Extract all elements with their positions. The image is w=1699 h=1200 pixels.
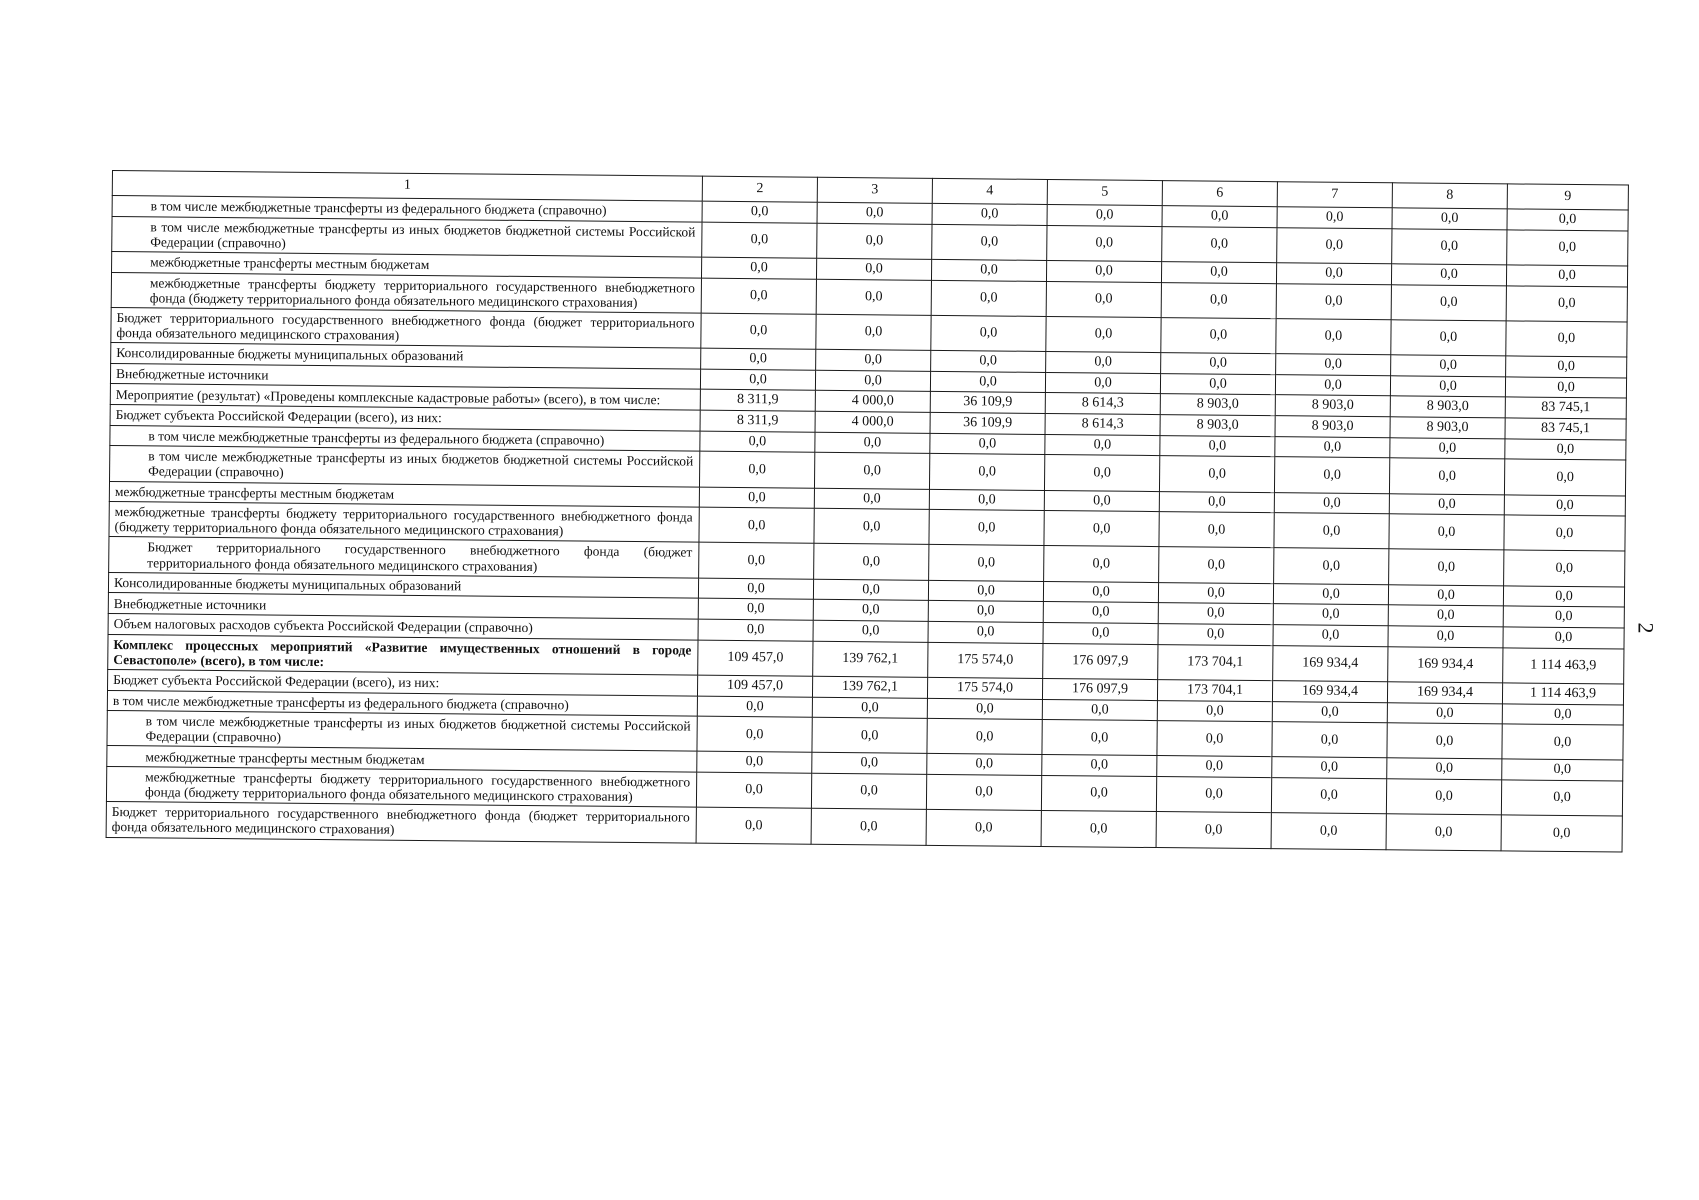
value-cell: 0,0 bbox=[928, 601, 1043, 623]
value-cell: 0,0 bbox=[1504, 459, 1625, 495]
value-cell: 0,0 bbox=[815, 370, 930, 392]
value-cell: 0,0 bbox=[1390, 437, 1505, 459]
value-cell: 0,0 bbox=[1389, 493, 1504, 515]
row-label: Бюджет территориального государственного внебюджетного фонда (бюджет территориального фонда обязательного медицинского страхования) bbox=[109, 537, 699, 578]
value-cell: 0,0 bbox=[929, 545, 1044, 581]
value-cell: 0,0 bbox=[813, 620, 928, 642]
value-cell: 0,0 bbox=[1388, 584, 1503, 606]
value-cell: 0,0 bbox=[1045, 372, 1160, 394]
value-cell: 0,0 bbox=[814, 488, 929, 510]
value-cell: 0,0 bbox=[1275, 374, 1390, 396]
value-cell: 0,0 bbox=[929, 489, 1044, 511]
value-cell: 0,0 bbox=[1507, 230, 1628, 266]
value-cell: 0,0 bbox=[811, 809, 926, 845]
value-cell: 0,0 bbox=[1160, 373, 1275, 395]
value-cell: 0,0 bbox=[927, 754, 1042, 776]
value-cell: 0,0 bbox=[1504, 515, 1625, 551]
value-cell: 0,0 bbox=[1276, 283, 1391, 319]
value-cell: 8 903,0 bbox=[1390, 396, 1505, 418]
value-cell: 176 097,9 bbox=[1043, 643, 1158, 679]
value-cell: 139 762,1 bbox=[812, 676, 927, 698]
value-cell: 0,0 bbox=[696, 808, 811, 844]
value-cell: 8 903,0 bbox=[1275, 416, 1390, 438]
value-cell: 0,0 bbox=[697, 716, 812, 752]
row-label: Объем налоговых расходов субъекта Российской Федерации (справочно) bbox=[108, 614, 698, 640]
value-cell: 139 762,1 bbox=[813, 641, 928, 677]
value-cell: 0,0 bbox=[1158, 624, 1273, 646]
value-cell: 0,0 bbox=[1277, 227, 1392, 263]
value-cell: 0,0 bbox=[1273, 583, 1388, 605]
value-cell: 0,0 bbox=[1503, 586, 1624, 608]
value-cell: 0,0 bbox=[1503, 627, 1624, 649]
row-label: Мероприятие (результат) «Проведены комплексные кадастровые работы» (всего), в том числе: bbox=[110, 384, 700, 410]
value-cell: 0,0 bbox=[812, 718, 927, 754]
value-cell: 0,0 bbox=[1390, 375, 1505, 397]
value-cell: 0,0 bbox=[1158, 582, 1273, 604]
value-cell: 173 704,1 bbox=[1157, 679, 1272, 701]
value-cell: 0,0 bbox=[1157, 700, 1272, 722]
value-cell: 0,0 bbox=[931, 350, 1046, 372]
row-label: межбюджетные трансферты местным бюджетам bbox=[112, 251, 702, 277]
value-cell: 0,0 bbox=[1159, 512, 1274, 548]
value-cell: 175 574,0 bbox=[928, 642, 1043, 678]
value-cell: 0,0 bbox=[1276, 263, 1391, 285]
value-cell: 1 114 463,9 bbox=[1502, 683, 1623, 705]
value-cell: 0,0 bbox=[1041, 776, 1156, 812]
value-cell: 0,0 bbox=[702, 222, 817, 258]
row-label: межбюджетные трансферты местным бюджетам bbox=[107, 746, 697, 772]
value-cell: 0,0 bbox=[816, 279, 931, 315]
value-cell: 83 745,1 bbox=[1505, 418, 1626, 440]
row-label: Комплекс процессных мероприятий «Развитие имущественных отношений в городе Севастополе» (всего), в том числе: bbox=[108, 634, 698, 675]
value-cell: 0,0 bbox=[928, 621, 1043, 643]
value-cell: 0,0 bbox=[1156, 812, 1271, 848]
value-cell: 0,0 bbox=[1161, 282, 1276, 318]
row-label: Бюджет территориального государственного внебюджетного фонда (бюджет территориального фонда обязательного медицинского страхования) bbox=[111, 307, 701, 348]
value-cell: 109 457,0 bbox=[698, 640, 813, 676]
row-label: межбюджетные трансферты местным бюджетам bbox=[109, 481, 699, 507]
value-cell: 0,0 bbox=[700, 431, 815, 453]
value-cell: 176 097,9 bbox=[1042, 678, 1157, 700]
page-number: 2 bbox=[1633, 622, 1659, 634]
col-header: 5 bbox=[1047, 179, 1162, 205]
value-cell: 0,0 bbox=[1273, 625, 1388, 647]
value-cell: 0,0 bbox=[931, 259, 1046, 281]
value-cell: 0,0 bbox=[1501, 815, 1622, 851]
value-cell: 0,0 bbox=[1274, 457, 1389, 493]
value-cell: 0,0 bbox=[1503, 606, 1624, 628]
value-cell: 169 934,4 bbox=[1272, 681, 1387, 703]
value-cell: 0,0 bbox=[1041, 811, 1156, 847]
value-cell: 0,0 bbox=[929, 510, 1044, 546]
value-cell: 0,0 bbox=[812, 753, 927, 775]
col-header: 1 bbox=[112, 171, 702, 202]
value-cell: 0,0 bbox=[701, 278, 816, 314]
value-cell: 0,0 bbox=[1275, 436, 1390, 458]
value-cell: 0,0 bbox=[932, 224, 1047, 260]
value-cell: 0,0 bbox=[698, 578, 813, 600]
value-cell: 4 000,0 bbox=[815, 411, 930, 433]
row-label: Бюджет территориального государственного внебюджетного фонда (бюджет территориального фонда обязательного медицинского страхования) bbox=[106, 802, 696, 843]
value-cell: 173 704,1 bbox=[1158, 644, 1273, 680]
value-cell: 0,0 bbox=[1044, 546, 1159, 582]
value-cell: 0,0 bbox=[1389, 514, 1504, 550]
value-cell: 0,0 bbox=[1157, 756, 1272, 778]
value-cell: 0,0 bbox=[1159, 491, 1274, 513]
value-cell: 8 614,3 bbox=[1045, 393, 1160, 415]
col-header: 9 bbox=[1507, 184, 1628, 210]
value-cell: 0,0 bbox=[1274, 492, 1389, 514]
value-cell: 0,0 bbox=[1502, 759, 1623, 781]
value-cell: 0,0 bbox=[1504, 550, 1625, 586]
col-header: 2 bbox=[702, 176, 817, 202]
value-cell: 0,0 bbox=[1043, 602, 1158, 624]
table-body bbox=[106, 196, 1628, 852]
value-cell: 0,0 bbox=[814, 509, 929, 545]
row-label: в том числе межбюджетные трансферты из иных бюджетов бюджетной системы Российской Федерации (справочно) bbox=[112, 216, 702, 257]
value-cell: 175 574,0 bbox=[927, 677, 1042, 699]
value-cell: 0,0 bbox=[1042, 699, 1157, 721]
value-cell: 36 109,9 bbox=[930, 412, 1045, 434]
value-cell: 0,0 bbox=[698, 619, 813, 641]
value-cell: 0,0 bbox=[817, 223, 932, 259]
value-cell: 0,0 bbox=[929, 454, 1044, 490]
value-cell: 0,0 bbox=[698, 599, 813, 621]
row-label: межбюджетные трансферты бюджету территориального государственного внебюджетного фонда (бюджету территориального фонда обязательного медицинского страхования) bbox=[106, 767, 696, 808]
value-cell: 0,0 bbox=[927, 698, 1042, 720]
value-cell: 0,0 bbox=[1502, 724, 1623, 760]
value-cell: 0,0 bbox=[1392, 208, 1507, 230]
value-cell: 0,0 bbox=[930, 371, 1045, 393]
value-cell: 0,0 bbox=[1391, 355, 1506, 377]
value-cell: 0,0 bbox=[1272, 722, 1387, 758]
value-cell: 0,0 bbox=[817, 202, 932, 224]
value-cell: 0,0 bbox=[1391, 284, 1506, 320]
budget-table bbox=[106, 170, 1629, 852]
value-cell: 0,0 bbox=[1042, 720, 1157, 756]
value-cell: 0,0 bbox=[701, 348, 816, 370]
value-cell: 0,0 bbox=[811, 773, 926, 809]
value-cell: 0,0 bbox=[1506, 265, 1627, 287]
value-cell: 0,0 bbox=[1386, 779, 1501, 815]
value-cell: 0,0 bbox=[926, 775, 1041, 811]
value-cell: 0,0 bbox=[1504, 494, 1625, 516]
value-cell: 0,0 bbox=[697, 696, 812, 718]
col-header: 6 bbox=[1162, 181, 1277, 207]
value-cell: 0,0 bbox=[1389, 549, 1504, 585]
row-label: Консолидированные бюджеты муниципальных образований bbox=[108, 572, 698, 598]
value-cell: 0,0 bbox=[928, 580, 1043, 602]
value-cell: 0,0 bbox=[1389, 458, 1504, 494]
scanned-sheet bbox=[106, 170, 1629, 852]
value-cell: 8 903,0 bbox=[1390, 417, 1505, 439]
value-cell: 8 311,9 bbox=[700, 410, 815, 432]
value-cell: 0,0 bbox=[1386, 814, 1501, 850]
row-label: Консолидированные бюджеты муниципальных образований bbox=[111, 342, 701, 368]
value-cell: 0,0 bbox=[699, 452, 814, 488]
row-label: в том числе межбюджетные трансферты из федерального бюджета (справочно) bbox=[110, 425, 700, 451]
value-cell: 0,0 bbox=[1387, 723, 1502, 759]
value-cell: 0,0 bbox=[930, 433, 1045, 455]
value-cell: 0,0 bbox=[816, 349, 931, 371]
value-cell: 0,0 bbox=[1042, 755, 1157, 777]
value-cell: 0,0 bbox=[926, 810, 1041, 846]
value-cell: 0,0 bbox=[1507, 209, 1628, 231]
col-header: 4 bbox=[932, 178, 1047, 204]
value-cell: 0,0 bbox=[932, 203, 1047, 225]
value-cell: 0,0 bbox=[815, 432, 930, 454]
value-cell: 0,0 bbox=[1046, 260, 1161, 282]
value-cell: 0,0 bbox=[813, 579, 928, 601]
value-cell: 0,0 bbox=[1273, 604, 1388, 626]
value-cell: 0,0 bbox=[1505, 377, 1626, 399]
value-cell: 0,0 bbox=[699, 507, 814, 543]
row-label: Бюджет субъекта Российской Федерации (всего), из них: bbox=[108, 669, 698, 695]
value-cell: 0,0 bbox=[1160, 435, 1275, 457]
value-cell: 8 903,0 bbox=[1160, 394, 1275, 416]
value-cell: 0,0 bbox=[1159, 547, 1274, 583]
value-cell: 0,0 bbox=[1391, 264, 1506, 286]
value-cell: 0,0 bbox=[1274, 513, 1389, 549]
value-cell: 0,0 bbox=[814, 453, 929, 489]
value-cell: 0,0 bbox=[931, 280, 1046, 316]
value-cell: 0,0 bbox=[699, 487, 814, 509]
col-header: 8 bbox=[1392, 183, 1507, 209]
value-cell: 109 457,0 bbox=[697, 675, 812, 697]
value-cell: 0,0 bbox=[931, 315, 1046, 351]
value-cell: 0,0 bbox=[1162, 206, 1277, 228]
value-cell: 169 934,4 bbox=[1388, 646, 1503, 682]
value-cell: 0,0 bbox=[1156, 777, 1271, 813]
value-cell: 0,0 bbox=[1506, 321, 1627, 357]
value-cell: 0,0 bbox=[1277, 207, 1392, 229]
value-cell: 0,0 bbox=[813, 600, 928, 622]
value-cell: 0,0 bbox=[700, 369, 815, 391]
row-label: в том числе межбюджетные трансферты из федерального бюджета (справочно) bbox=[107, 690, 697, 716]
value-cell: 0,0 bbox=[1157, 721, 1272, 757]
value-cell: 36 109,9 bbox=[930, 392, 1045, 414]
value-cell: 0,0 bbox=[1276, 318, 1391, 354]
value-cell: 8 311,9 bbox=[700, 390, 815, 412]
value-cell: 0,0 bbox=[1046, 316, 1161, 352]
row-label: в том числе межбюджетные трансферты из иных бюджетов бюджетной системы Российской Федерации (справочно) bbox=[110, 446, 700, 487]
value-cell: 0,0 bbox=[1159, 456, 1274, 492]
value-cell: 0,0 bbox=[1274, 548, 1389, 584]
value-cell: 169 934,4 bbox=[1273, 645, 1388, 681]
value-cell: 0,0 bbox=[1161, 317, 1276, 353]
value-cell: 0,0 bbox=[1272, 701, 1387, 723]
value-cell: 0,0 bbox=[1392, 228, 1507, 264]
value-cell: 0,0 bbox=[1043, 581, 1158, 603]
row-label: Бюджет субъекта Российской Федерации (всего), из них: bbox=[110, 405, 700, 431]
value-cell: 0,0 bbox=[701, 313, 816, 349]
value-cell: 0,0 bbox=[1387, 758, 1502, 780]
value-cell: 0,0 bbox=[1046, 351, 1161, 373]
value-cell: 0,0 bbox=[1506, 285, 1627, 321]
row-label: Внебюджетные источники bbox=[108, 593, 698, 619]
value-cell: 0,0 bbox=[1501, 780, 1622, 816]
value-cell: 0,0 bbox=[1047, 204, 1162, 226]
col-header: 3 bbox=[817, 177, 932, 203]
value-cell: 0,0 bbox=[697, 752, 812, 774]
value-cell: 0,0 bbox=[1388, 626, 1503, 648]
value-cell: 0,0 bbox=[1044, 455, 1159, 491]
col-header: 7 bbox=[1277, 182, 1392, 208]
value-cell: 0,0 bbox=[1044, 490, 1159, 512]
value-cell: 0,0 bbox=[927, 719, 1042, 755]
row-label: в том числе межбюджетные трансферты из иных бюджетов бюджетной системы Российской Федерации (справочно) bbox=[107, 711, 697, 752]
value-cell: 0,0 bbox=[1387, 702, 1502, 724]
value-cell: 169 934,4 bbox=[1387, 682, 1502, 704]
value-cell: 0,0 bbox=[1047, 225, 1162, 261]
value-cell: 0,0 bbox=[1391, 320, 1506, 356]
value-cell: 8 614,3 bbox=[1045, 413, 1160, 435]
value-cell: 0,0 bbox=[1162, 226, 1277, 262]
value-cell: 0,0 bbox=[1044, 511, 1159, 547]
value-cell: 8 903,0 bbox=[1160, 415, 1275, 437]
row-label: Внебюджетные источники bbox=[110, 363, 700, 389]
value-cell: 0,0 bbox=[1043, 622, 1158, 644]
value-cell: 0,0 bbox=[816, 258, 931, 280]
value-cell: 8 903,0 bbox=[1275, 395, 1390, 417]
value-cell: 0,0 bbox=[696, 772, 811, 808]
value-cell: 0,0 bbox=[814, 544, 929, 580]
value-cell: 0,0 bbox=[1161, 261, 1276, 283]
row-label: межбюджетные трансферты бюджету территориального государственного внебюджетного фонда (бюджету территориального фонда обязательного медицинского страхования) bbox=[109, 502, 699, 543]
value-cell: 0,0 bbox=[1271, 813, 1386, 849]
value-cell: 0,0 bbox=[1271, 778, 1386, 814]
value-cell: 0,0 bbox=[1506, 356, 1627, 378]
value-cell: 0,0 bbox=[1502, 703, 1623, 725]
value-cell: 0,0 bbox=[1045, 434, 1160, 456]
row-label: межбюджетные трансферты бюджету территориального государственного внебюджетного фонда (бюджету территориального фонда обязательного медицинского страхования) bbox=[111, 272, 701, 313]
value-cell: 0,0 bbox=[816, 314, 931, 350]
value-cell: 4 000,0 bbox=[815, 391, 930, 413]
value-cell: 0,0 bbox=[1505, 439, 1626, 461]
value-cell: 0,0 bbox=[1276, 354, 1391, 376]
value-cell: 0,0 bbox=[812, 697, 927, 719]
value-cell: 1 114 463,9 bbox=[1503, 648, 1624, 684]
value-cell: 0,0 bbox=[1158, 603, 1273, 625]
value-cell: 0,0 bbox=[1388, 605, 1503, 627]
value-cell: 0,0 bbox=[699, 543, 814, 579]
value-cell: 0,0 bbox=[1272, 757, 1387, 779]
value-cell: 0,0 bbox=[701, 257, 816, 279]
value-cell: 0,0 bbox=[1161, 353, 1276, 375]
row-label: в том числе межбюджетные трансферты из федерального бюджета (справочно) bbox=[112, 196, 702, 222]
value-cell: 0,0 bbox=[702, 201, 817, 223]
value-cell: 83 745,1 bbox=[1505, 397, 1626, 419]
value-cell: 0,0 bbox=[1046, 281, 1161, 317]
